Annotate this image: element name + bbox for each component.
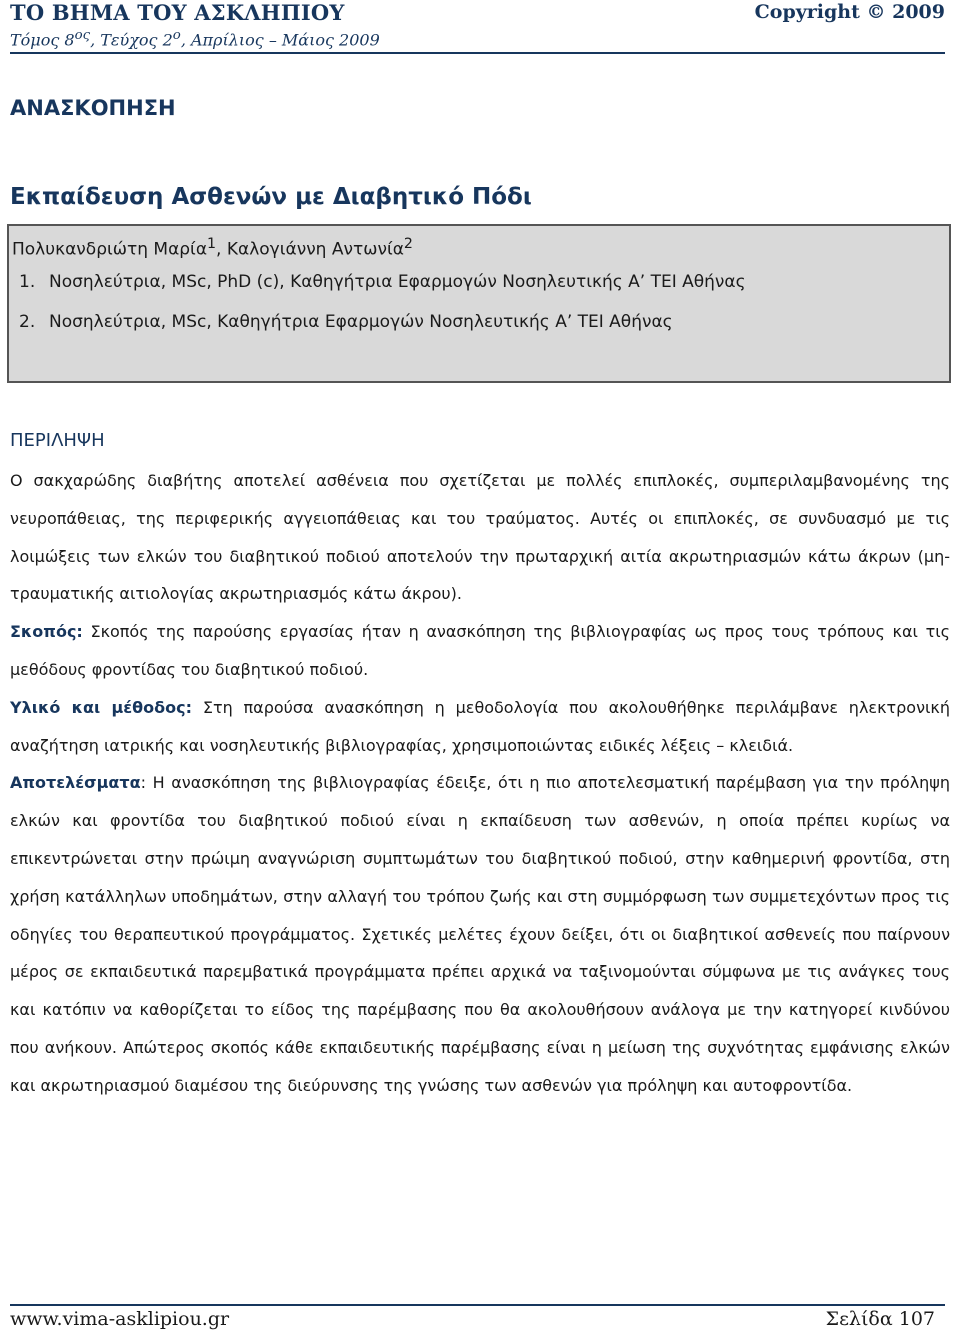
page-number: Σελίδα 107 [825, 1308, 935, 1330]
author-list [12, 236, 413, 260]
abstract-body [10, 462, 950, 1105]
aim-text: Σκοπός της παρούσης εργασίας ήταν η ανασκόπηση της βιβλιογραφίας ως προς τους τρόπους και τις μεθόδους φροντίδας του διαβητικού ποδιού. [10, 622, 950, 679]
author-info-box [7, 224, 951, 383]
results-label: Αποτελέσματα [10, 773, 141, 793]
author-name: Πολυκανδριώτη Μαρία [12, 239, 208, 260]
issue-number-suffix: ο [172, 28, 181, 43]
copyright-notice: Copyright © 2009 [754, 1, 945, 23]
author-affiliation-mark: 2 [403, 236, 413, 252]
abstract-heading: ΠΕΡΙΛΗΨΗ [10, 430, 105, 451]
issue-volume: Τόμος 8 [10, 30, 75, 50]
page-header [10, 0, 945, 52]
issue-number: , Τεύχος 2 [90, 30, 173, 50]
methods-text: Στη παρούσα ανασκόπηση η μεθοδολογία που ακολουθήθηκε περιλάμβανε ηλεκτρονική αναζήτηση ιατρικής και νοσηλευτικής βιβλιογραφίας, χρησιμοποιώντας ειδικές λέξεις – κλειδιά. [10, 697, 950, 755]
results-text: : Η ανασκόπηση της βιβλιογραφίας έδειξε, ότι η πιο αποτελεσματική παρέμβαση για την πρόληψη ελκών και φροντίδα του διαβητικού ποδιού είναι η εκπαίδευση των ασθενών, η οποία πρέπει κυρίως να επικεντρώνεται στην πρώιμη αναγνώριση συμπτωμάτων του διαβητικού ποδιού, στην καθημερινή φροντίδα, στη χρήση κατάλληλων υποδημάτων, στην αλλαγή του τρόπου ζωής και στη συμμόρφωση των συμμετεχόντων προς τις οδηγίες του θεραπευτικού προγράμματος. Σχετικές μελέτες έχουν δείξει, ότι οι διαβητικοί ασθενείς που παίρνουν μέρος σε εκπαιδευτικά παρεμβατικά προγράμματα πρέπει αρχικά να ταξινομούνται σύμφωνα με τις ανάγκες τους και κατόπιν να καθορίζεται το είδος της παρέμβασης που θα ακολουθήσουν ανάλογα με την κατηγορεί κινδύνου που ανήκουν. Απώτερος σκοπός κάθε εκπαιδευτικής παρέμβασης είναι η μείωση της συχνότητας εμφάνισης ελκών και ακρωτηριασμού διαμέσου της διεύρυνσης της γνώσης των ασθενών για πρόληψη και αυτοφροντίδα. [10, 773, 950, 1095]
header-divider [10, 52, 945, 54]
journal-website-link[interactable]: www.vima-asklipiou.gr [10, 1308, 230, 1330]
section-label: ΑΝΑΣΚΟΠΗΣΗ [10, 96, 176, 120]
abstract-aim [10, 613, 950, 689]
author-affiliation-mark: 1 [207, 236, 217, 252]
journal-issue-info [10, 28, 380, 49]
author-name: Καλογιάννη Αντωνία [226, 239, 404, 260]
affiliation-item [19, 272, 746, 292]
affiliation-item [19, 312, 673, 332]
footer-divider [10, 1304, 945, 1306]
affiliation-number: 2. [19, 312, 36, 332]
abstract-results [10, 764, 950, 1104]
journal-title: ΤΟ ΒΗΜΑ ΤΟΥ ΑΣΚΛΗΠΙΟΥ [10, 0, 345, 25]
aim-label: Σκοπός: [10, 622, 83, 642]
abstract-methods [10, 689, 950, 765]
affiliation-number: 1. [19, 272, 36, 292]
article-title: Εκπαίδευση Ασθενών με Διαβητικό Πόδι [10, 184, 532, 210]
abstract-intro: Ο σακχαρώδης διαβήτης αποτελεί ασθένεια που σχετίζεται με πολλές επιπλοκές, συμπεριλαμβανομένης της νευροπάθειας, της περιφερικής αγγειοπάθειας και του τραύματος. Αυτές οι επιπλοκές, σε συνδυασμό με τις λοιμώξεις των ελκών του διαβητικού ποδιού αποτελούν την πρωταρχική αιτία ακρωτηριασμών κάτω άκρων (μη-τραυματικής αιτιολογίας ακρωτηριασμός κάτω άκρου). [10, 471, 950, 604]
affiliation-text: Νοσηλεύτρια, MSc, PhD (c), Καθηγήτρια Εφαρμογών Νοσηλευτικής Α’ ΤΕΙ Αθήνας [49, 272, 746, 292]
issue-period: , Απρίλιος – Μάιος 2009 [180, 30, 380, 50]
issue-volume-suffix: ος [74, 28, 91, 43]
methods-label: Υλικό και μέθοδος: [10, 697, 193, 717]
author-separator: , [216, 239, 227, 260]
affiliation-text: Νοσηλεύτρια, MSc, Καθηγήτρια Εφαρμογών Νοσηλευτικής Α’ ΤΕΙ Αθήνας [49, 312, 673, 332]
